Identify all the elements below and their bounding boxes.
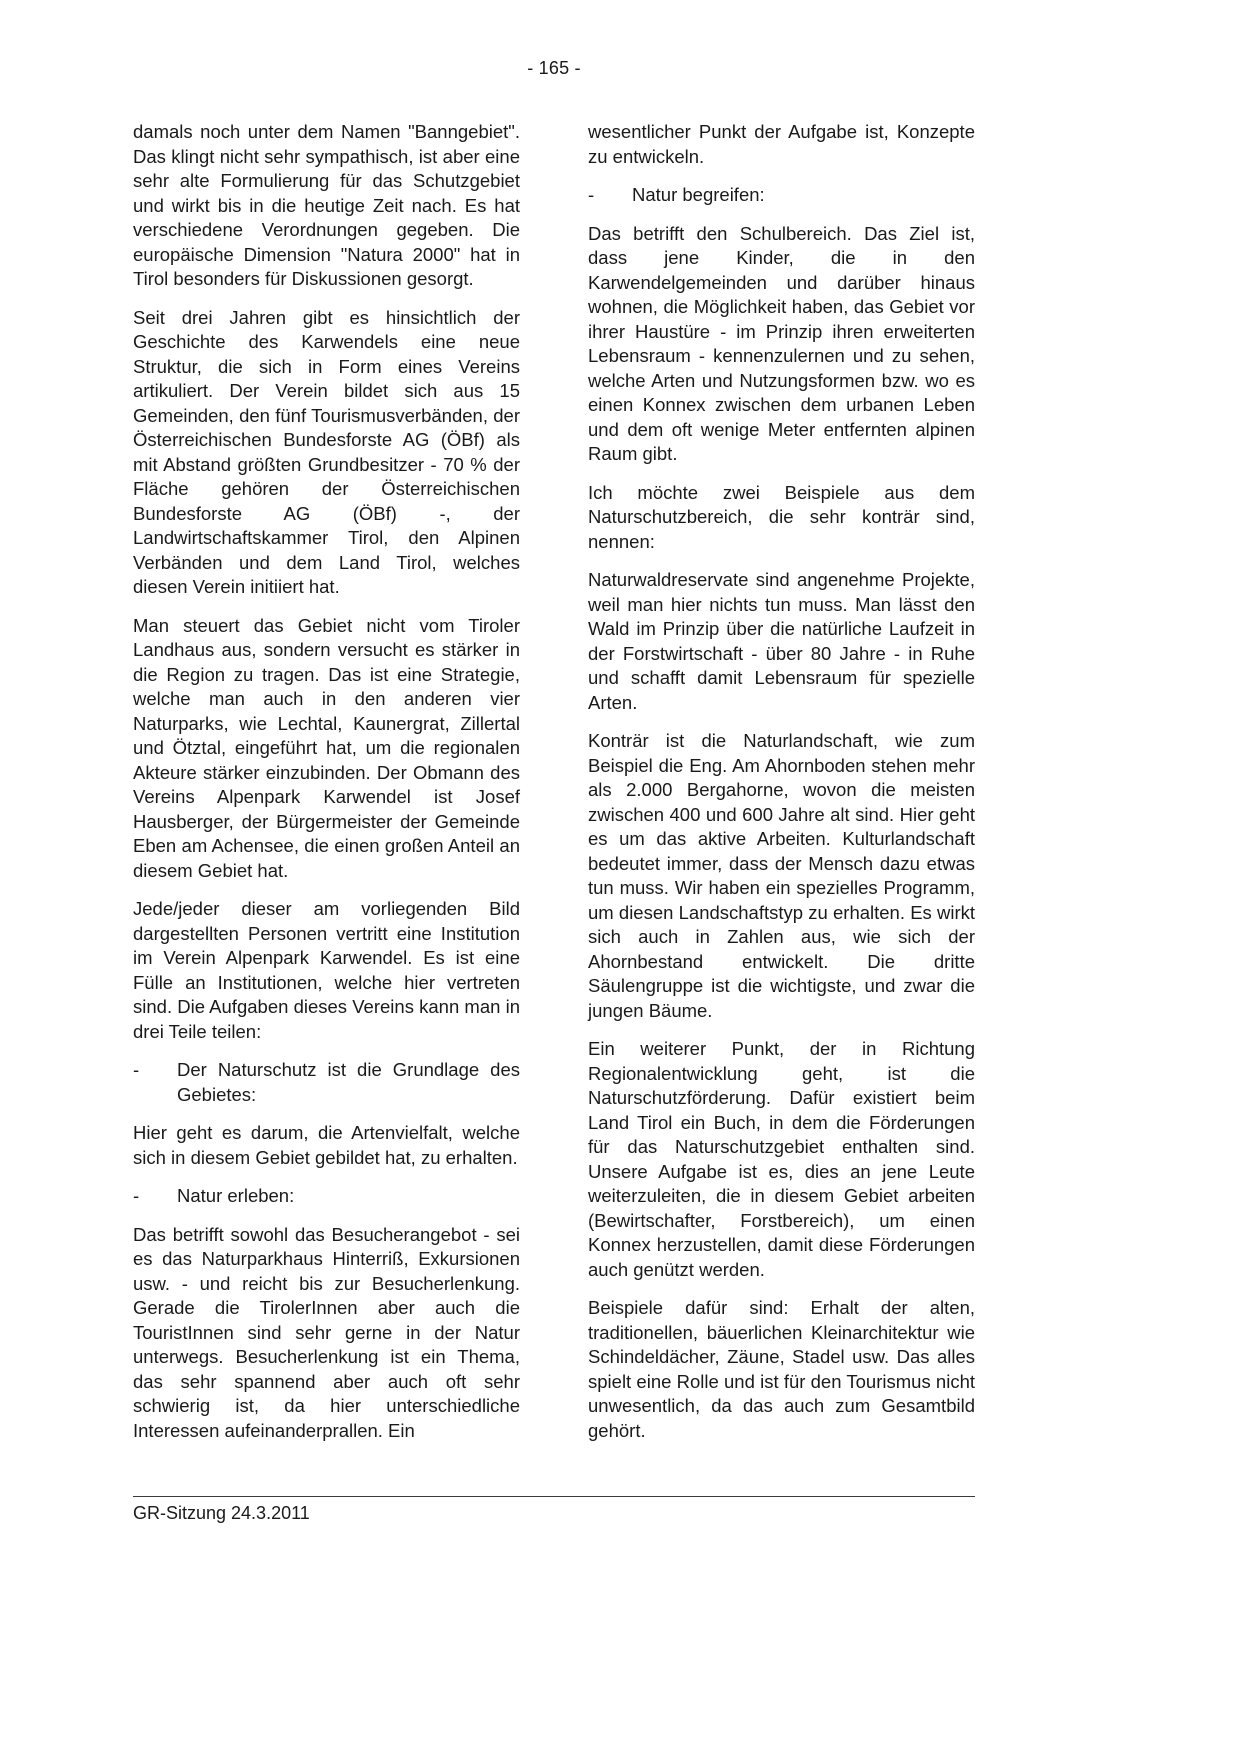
- paragraph: Konträr ist die Naturlandschaft, wie zum Beispiel die Eng. Am Ahornboden stehen mehr als 2.000 Bergahorne, wovon die meisten zwischen 400 und 600 Jahre alt sind. Hier geht es um das aktive Arbeiten. Kulturlandschaft bedeutet immer, dass der Mensch dazu etwas tun muss. Wir haben ein spezielles Programm, um diesen Landschaftstyp zu erhalten. Es wirkt sich auch in Zahlen aus, wie sich der Ahornbestand entwickelt. Die dritte Säulengruppe ist die wichtigste, und zwar die jungen Bäume.: [588, 730, 975, 1021]
- right-column: [588, 120, 975, 1457]
- list-marker: -: [133, 1185, 140, 1206]
- paragraph: Seit drei Jahren gibt es hinsichtlich der Geschichte des Karwendels eine neue Struktur, die sich in Form eines Vereins artikuliert. Der Verein bildet sich aus 15 Gemeinden, den fünf Tourismusverbänden, der Österreichischen Bundesforste AG (ÖBf) als mit Abstand größten Grundbesitzer - 70 % der Fläche gehören der Österreichischen Bundesforste AG (ÖBf) -, der Landwirtschaftskammer Tirol, den Alpinen Verbänden und dem Land Tirol, welches diesen Verein initiiert hat.: [133, 306, 520, 597]
- list-item: [588, 183, 975, 208]
- list-marker: -: [588, 184, 595, 205]
- paragraph: Hier geht es darum, die Artenvielfalt, welche sich in diesem Gebiet gebildet hat, zu erhalten.: [133, 1122, 520, 1168]
- paragraph: Ich möchte zwei Beispiele aus dem Naturschutzbereich, die sehr konträr sind, nennen:: [588, 481, 975, 552]
- paragraph: Jede/jeder dieser am vorliegenden Bild dargestellten Personen vertritt eine Institution im Verein Alpenpark Karwendel. Es ist eine Fülle an Institutionen, welche hier vertreten sind. Die Aufgaben dieses Vereins kann man in drei Teile teilen:: [133, 898, 520, 1042]
- paragraph: Das betrifft sowohl das Besucherangebot - sei es das Naturparkhaus Hinterriß, Exkursionen usw. - und reicht bis zur Besucherlenkung. Gerade die TirolerInnen aber auch die TouristInnen sind sehr gerne in der Natur unterwegs. Besucherlenkung ist ein Thema, das sehr spannend aber auch oft sehr schwierig ist, da hier unterschiedliche Interessen aufeinanderprallen. Ein: [133, 1223, 520, 1441]
- page-number: - 165 -: [527, 58, 581, 78]
- paragraph: Ein weiterer Punkt, der in Richtung Regionalentwicklung geht, ist die Naturschutzförderung. Dafür existiert beim Land Tirol ein Buch, in dem die Förderungen für das Naturschutzgebiet enthalten sind. Unsere Aufgabe ist es, dies an jene Leute weiterzuleiten, die in diesem Gebiet arbeiten (Bewirtschafter, Forstbereich), um einen Konnex herzustellen, damit diese Förderungen auch genützt werden.: [588, 1038, 975, 1280]
- list-item: [133, 1058, 520, 1107]
- paragraph: damals noch unter dem Namen "Banngebiet". Das klingt nicht sehr sympathisch, ist aber eine sehr alte Formulierung für das Schutzgebiet und wirkt bis in die heutige Zeit nach. Es hat verschiedene Verordnungen gegeben. Die europäische Dimension "Natura 2000" hat in Tirol besonders für Diskussionen gesorgt.: [133, 121, 520, 289]
- paragraph: wesentlicher Punkt der Aufgabe ist, Konzepte zu entwickeln.: [588, 121, 975, 167]
- left-column: [133, 120, 520, 1457]
- list-item: [133, 1184, 520, 1209]
- footer-divider: [133, 1496, 975, 1497]
- list-marker: -: [133, 1059, 140, 1080]
- list-item-text: Natur erleben:: [177, 1185, 295, 1206]
- footer-text: GR-Sitzung 24.3.2011: [133, 1503, 310, 1523]
- paragraph: Beispiele dafür sind: Erhalt der alten, traditionellen, bäuerlichen Kleinarchitektur wie Schindeldächer, Zäune, Stadel usw. Das alles spielt eine Rolle und ist für den Tourismus nicht unwesentlich, da das auch zum Gesamtbild gehört.: [588, 1297, 975, 1441]
- paragraph: Man steuert das Gebiet nicht vom Tiroler Landhaus aus, sondern versucht es stärker in die Region zu tragen. Das ist eine Strategie, welche man auch in den anderen vier Naturparks, wie Lechtal, Kaunergrat, Zillertal und Ötztal, eingeführt hat, um die regionalen Akteure stärker einzubinden. Der Obmann des Vereins Alpenpark Karwendel ist Josef Hausberger, der Bürgermeister der Gemeinde Eben am Achensee, die einen großen Anteil an diesem Gebiet hat.: [133, 614, 520, 881]
- list-item-text: Der Naturschutz ist die Grundlage des Gebietes:: [177, 1059, 520, 1105]
- paragraph: Naturwaldreservate sind angenehme Projekte, weil man hier nichts tun muss. Man lässt den Wald im Prinzip über die natürliche Laufzeit in der Forstwirtschaft - über 80 Jahre - in Ruhe und schafft damit Lebensraum für spezielle Arten.: [588, 569, 975, 713]
- two-column-body: [133, 120, 975, 1457]
- paragraph: Das betrifft den Schulbereich. Das Ziel ist, dass jene Kinder, die in den Karwendelgemeinden und darüber hinaus wohnen, die Möglichkeit haben, das Gebiet vor ihrer Haustüre - im Prinzip ihren erweiterten Lebensraum - kennenzulernen und zu sehen, welche Arten und Nutzungsformen bzw. wo es einen Konnex zwischen dem urbanen Leben und dem oft wenige Meter entfernten alpinen Raum gibt.: [588, 222, 975, 464]
- list-item-text: Natur begreifen:: [632, 184, 765, 205]
